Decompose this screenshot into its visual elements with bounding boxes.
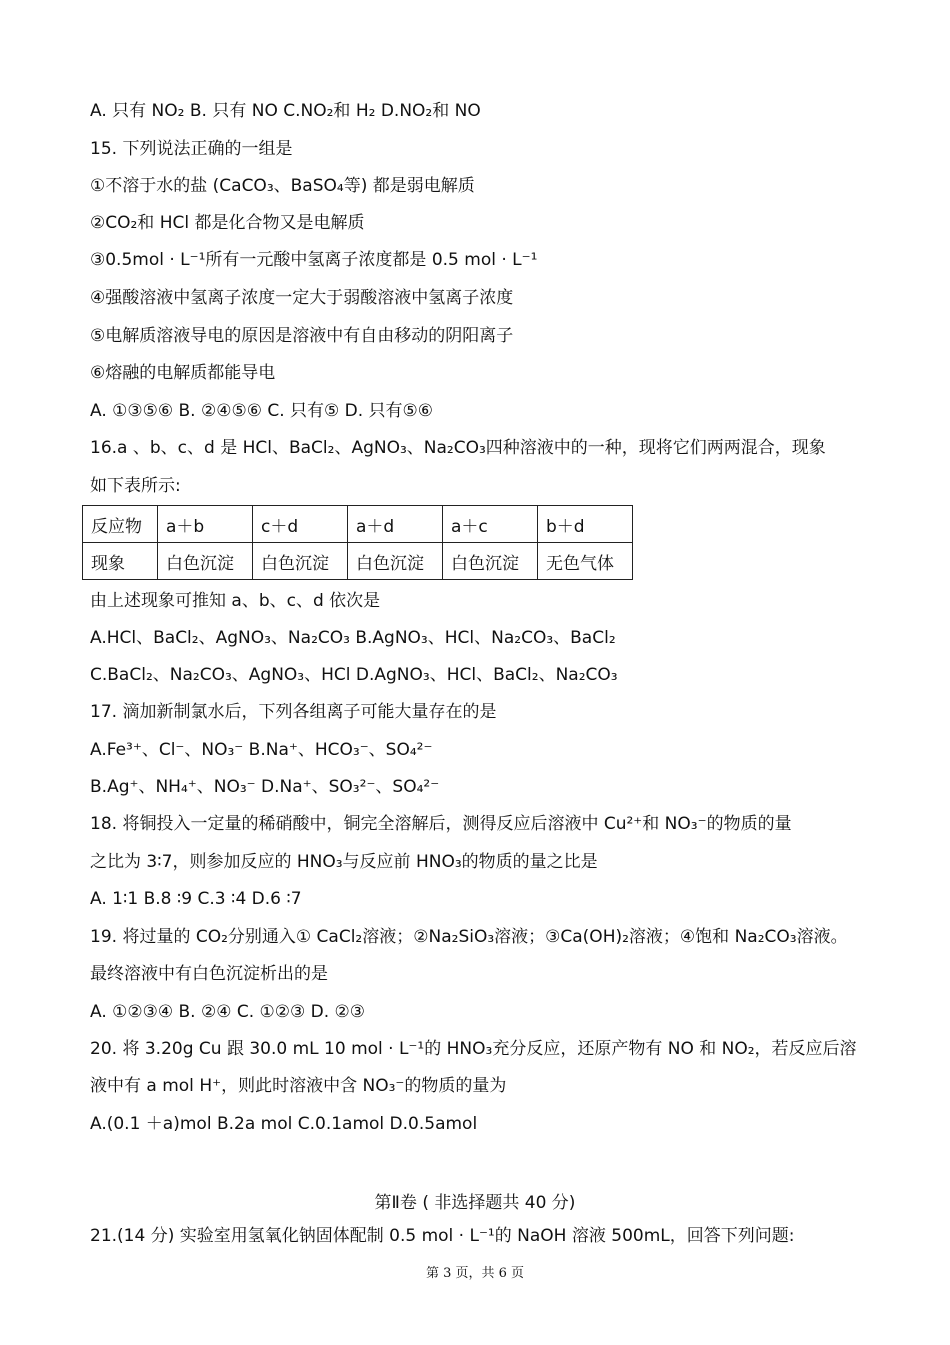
q20-stem-cont: 液中有 a mol H⁺，则此时溶液中含 NO₃⁻的物质的量为 xyxy=(90,1076,507,1096)
table-cell: a＋d xyxy=(348,506,443,543)
q21-stem: 21.(14 分) 实验室用氢氧化钠固体配制 0.5 mol · L⁻¹的 NaOH 溶液 500mL，回答下列问题: xyxy=(90,1226,795,1246)
table-cell: 白色沉淀 xyxy=(348,543,443,580)
q20-options: A.(0.1 ＋a)mol B.2a mol C.0.1amol D.0.5amol xyxy=(90,1114,478,1134)
q19-options: A. ①②③④ B. ②④ C. ①②③ D. ②③ xyxy=(90,1002,366,1022)
table-cell: 白色沉淀 xyxy=(443,543,538,580)
table-cell: 白色沉淀 xyxy=(253,543,348,580)
q15-item-1: ①不溶于水的盐 (CaCO₃、BaSO₄等) 都是弱电解质 xyxy=(90,176,475,196)
q19-stem-cont: 最终溶液中有白色沉淀析出的是 xyxy=(90,964,328,984)
table-cell: b＋d xyxy=(538,506,633,543)
table-cell: 现象 xyxy=(83,543,158,580)
q14-options: A. 只有 NO₂ B. 只有 NO C.NO₂和 H₂ D.NO₂和 NO xyxy=(90,101,481,121)
q16-question: 由上述现象可推知 a、b、c、d 依次是 xyxy=(90,591,381,611)
page-footer: 第 3 页，共 6 页 xyxy=(425,1266,525,1281)
table-cell: a＋b xyxy=(158,506,253,543)
q17-options-ab: A.Fe³⁺、Cl⁻、NO₃⁻ B.Na⁺、HCO₃⁻、SO₄²⁻ xyxy=(90,740,433,760)
table-cell: 白色沉淀 xyxy=(158,543,253,580)
q16-options-ab: A.HCl、BaCl₂、AgNO₃、Na₂CO₃ B.AgNO₃、HCl、Na₂CO₃、BaCl₂ xyxy=(90,628,616,648)
reaction-table xyxy=(82,505,633,580)
q15-options: A. ①③⑤⑥ B. ②④⑤⑥ C. 只有⑤ D. 只有⑤⑥ xyxy=(90,401,434,421)
q15-item-2: ②CO₂和 HCl 都是化合物又是电解质 xyxy=(90,213,365,233)
q16-stem-cont: 如下表所示: xyxy=(90,476,181,496)
q15-item-4: ④强酸溶液中氢离子浓度一定大于弱酸溶液中氢离子浓度 xyxy=(90,288,514,308)
table-row xyxy=(83,543,633,580)
q15-stem: 15. 下列说法正确的一组是 xyxy=(90,139,293,159)
q17-options-cd: B.Ag⁺、NH₄⁺、NO₃⁻ D.Na⁺、SO₃²⁻、SO₄²⁻ xyxy=(90,777,440,797)
table-cell: 反应物 xyxy=(83,506,158,543)
q18-stem: 18. 将铜投入一定量的稀硝酸中，铜完全溶解后，测得反应后溶液中 Cu²⁺和 NO₃⁻的物质的量 xyxy=(90,814,792,834)
q15-item-3: ③0.5mol · L⁻¹所有一元酸中氢离子浓度都是 0.5 mol · L⁻¹ xyxy=(90,250,538,270)
q16-stem: 16.a 、b、c、d 是 HCl、BaCl₂、AgNO₃、Na₂CO₃四种溶液中的一种，现将它们两两混合，现象 xyxy=(90,438,826,458)
q15-item-6: ⑥熔融的电解质都能导电 xyxy=(90,363,276,383)
q18-options: A. 1∶1 B.8 ∶9 C.3 ∶4 D.6 ∶7 xyxy=(90,889,302,909)
table-cell: 无色气体 xyxy=(538,543,633,580)
table-cell: c＋d xyxy=(253,506,348,543)
q16-options-cd: C.BaCl₂、Na₂CO₃、AgNO₃、HCl D.AgNO₃、HCl、BaCl₂、Na₂CO₃ xyxy=(90,665,618,685)
q19-stem: 19. 将过量的 CO₂分别通入① CaCl₂溶液；②Na₂SiO₃溶液；③Ca(OH)₂溶液；④饱和 Na₂CO₃溶液。 xyxy=(90,927,848,947)
q20-stem: 20. 将 3.20g Cu 跟 30.0 mL 10 mol · L⁻¹的 HNO₃充分反应，还原产物有 NO 和 NO₂，若反应后溶 xyxy=(90,1039,857,1059)
q18-stem-cont: 之比为 3∶7，则参加反应的 HNO₃与反应前 HNO₃的物质的量之比是 xyxy=(90,852,598,872)
section-title: 第Ⅱ卷 ( 非选择题共 40 分) xyxy=(374,1193,576,1213)
q15-item-5: ⑤电解质溶液导电的原因是溶液中有自由移动的阴阳离子 xyxy=(90,326,514,346)
table-cell: a＋c xyxy=(443,506,538,543)
table-row xyxy=(83,506,633,543)
q17-stem: 17. 滴加新制氯水后，下列各组离子可能大量存在的是 xyxy=(90,702,497,722)
